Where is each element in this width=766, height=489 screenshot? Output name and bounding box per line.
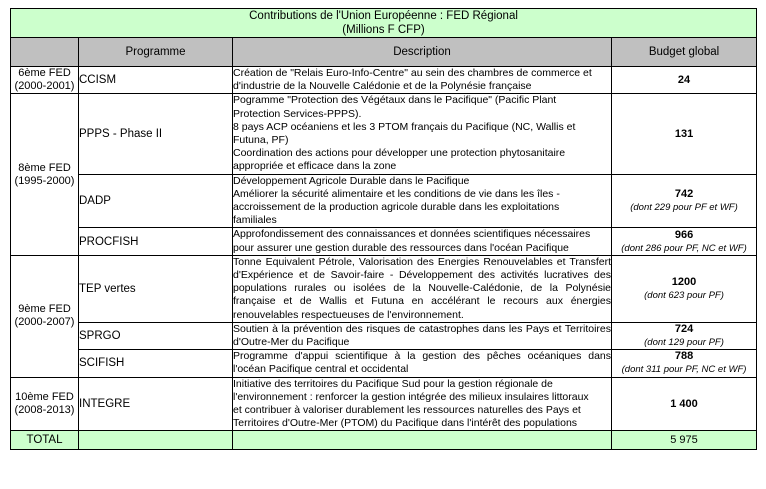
description-text: Programme d'appui scientifique à la gestion des pêches océaniques dans l'océan Pacifique central et occidental	[233, 350, 611, 376]
budget-cell	[612, 94, 757, 174]
contributions-table	[10, 8, 757, 450]
budget-amount: 724	[674, 323, 694, 336]
description-cell	[233, 94, 612, 174]
budget-cell	[612, 228, 757, 255]
fed-group-period: (1995-2000)	[14, 174, 75, 187]
column-header-programme: Programme	[79, 38, 233, 67]
description-line: et contribuer à valoriser durablement les ressources naturelles des Pays et	[233, 404, 581, 417]
description-line: Approfondissement des connaissances et données scientifiques nécessaires	[233, 228, 591, 241]
programme-cell: DADP	[79, 174, 233, 228]
description-line: Coordination des actions pour développer une protection phytosanitaire	[233, 147, 566, 160]
description-line: 8 pays ACP océaniens et les 3 PTOM français du Pacifique (NC, Wallis et	[233, 120, 576, 133]
fed-group-cell	[11, 377, 79, 431]
programme-cell: INTEGRE	[79, 377, 233, 431]
description-line: d'industrie de la Nouvelle Calédonie et de la Polynésie française	[233, 80, 532, 93]
fed-group-name: 9ème FED	[18, 303, 71, 316]
budget-amount: 1 400	[670, 397, 698, 410]
fed-group-period: (2000-2001)	[14, 80, 75, 93]
table-row	[11, 255, 757, 322]
programme-cell: PPPS - Phase II	[79, 94, 233, 174]
fed-group-cell	[11, 255, 79, 377]
page-title	[11, 9, 757, 38]
budget-note: (dont 229 pour PF et WF)	[630, 202, 738, 214]
description-line: Initiative des territoires du Pacifique Sud pour la gestion régionale de	[233, 377, 553, 390]
programme-cell: PROCFISH	[79, 228, 233, 255]
budget-amount: 966	[674, 228, 694, 241]
description-line: l'environnement : renforcer la gestion intégrée des milieux insulaires littoraux	[233, 390, 589, 403]
budget-cell	[612, 377, 757, 431]
fed-group-name: 10ème FED	[15, 391, 74, 404]
budget-cell	[612, 174, 757, 228]
description-line: Territoires d'Outre-Mer (PTOM) du Pacifique dans l'intérêt des populations	[233, 417, 578, 430]
description-cell	[233, 228, 612, 255]
budget-amount: 1200	[671, 275, 697, 288]
description-line: Futuna, PF)	[233, 134, 289, 147]
fed-group-cell	[11, 94, 79, 255]
column-header-description: Description	[233, 38, 612, 67]
budget-note: (dont 311 pour PF, NC et WF)	[621, 364, 747, 376]
description-cell	[233, 350, 612, 377]
fed-group-name: 8ème FED	[18, 161, 71, 174]
table-header-row	[11, 38, 757, 67]
description-cell	[233, 377, 612, 431]
description-cell	[233, 322, 612, 349]
column-header-fed	[11, 38, 79, 67]
fed-group-name: 6ème FED	[18, 67, 71, 80]
budget-cell	[612, 350, 757, 377]
fed-group-period: (2000-2007)	[14, 316, 75, 329]
budget-cell	[612, 255, 757, 322]
budget-note: (dont 286 pour PF, NC et WF)	[621, 242, 747, 254]
description-line: Pogramme "Protection des Végétaux dans le Pacifique" (Pacific Plant	[233, 94, 557, 107]
table-title-row	[11, 9, 757, 38]
description-line: familiales	[233, 214, 277, 227]
total-spacer-description	[233, 431, 612, 450]
budget-amount: 742	[674, 188, 694, 201]
budget-amount: 24	[677, 73, 691, 86]
fed-group-period: (2008-2013)	[14, 404, 75, 417]
total-spacer-programme	[79, 431, 233, 450]
table-row	[11, 228, 757, 255]
table-row	[11, 67, 757, 94]
programme-cell: TEP vertes	[79, 255, 233, 322]
title-line-1: Contributions de l'Union Européenne : FED Régional	[249, 10, 518, 22]
description-line: Améliorer la sécurité alimentaire et les conditions de vie dans les îles -	[233, 187, 560, 200]
description-line: Création de "Relais Euro-Info-Centre" au sein des chambres de commerce et	[233, 67, 592, 79]
table-row	[11, 377, 757, 431]
spreadsheet-sheet	[10, 8, 756, 450]
column-header-budget: Budget global	[612, 38, 757, 67]
total-label: TOTAL	[11, 431, 79, 450]
fed-group-cell	[11, 67, 79, 94]
description-cell	[233, 255, 612, 322]
table-row	[11, 94, 757, 174]
budget-amount: 788	[674, 350, 694, 363]
description-line: appropriée et efficace dans la zone	[233, 160, 397, 173]
description-cell	[233, 174, 612, 228]
table-row	[11, 174, 757, 228]
budget-amount: 131	[674, 127, 694, 140]
programme-cell: CCISM	[79, 67, 233, 94]
description-line: accroissement de la production agricole durable dans les exploitations	[233, 201, 560, 214]
description-cell	[233, 67, 612, 94]
title-line-2: (Millions F CFP)	[342, 24, 425, 36]
programme-cell: SCIFISH	[79, 350, 233, 377]
budget-cell	[612, 67, 757, 94]
description-line: Développement Agricole Durable dans le Pacifique	[233, 174, 470, 187]
table-row	[11, 322, 757, 349]
description-line: Protection Services-PPPS).	[233, 107, 362, 120]
description-line: pour assurer une gestion durable des ressources dans l'océan Pacifique	[233, 241, 569, 254]
table-row	[11, 350, 757, 377]
budget-note: (dont 623 pour PF)	[644, 289, 724, 301]
total-row	[11, 431, 757, 450]
table-body	[11, 9, 757, 450]
description-text: Tonne Equivalent Pétrole, Valorisation des Energies Renouvelables et Transfert d'Expérience et de Savoir-faire - Développement des activités lucratives des populations rurales ou isolées de la Nouvelle-Calédonie, de la Polynésie française et de Wallis et Futuna en accélérant le recours aux énergies renouvelables respectueuses de l'environnement.	[233, 255, 611, 321]
programme-cell: SPRGO	[79, 322, 233, 349]
total-amount: 5 975	[612, 431, 757, 450]
description-text: Soutien à la prévention des risques de catastrophes dans les Pays et Territoires d'Outre-Mer du Pacifique	[233, 322, 611, 349]
budget-note: (dont 129 pour PF)	[644, 337, 724, 349]
budget-cell	[612, 322, 757, 349]
